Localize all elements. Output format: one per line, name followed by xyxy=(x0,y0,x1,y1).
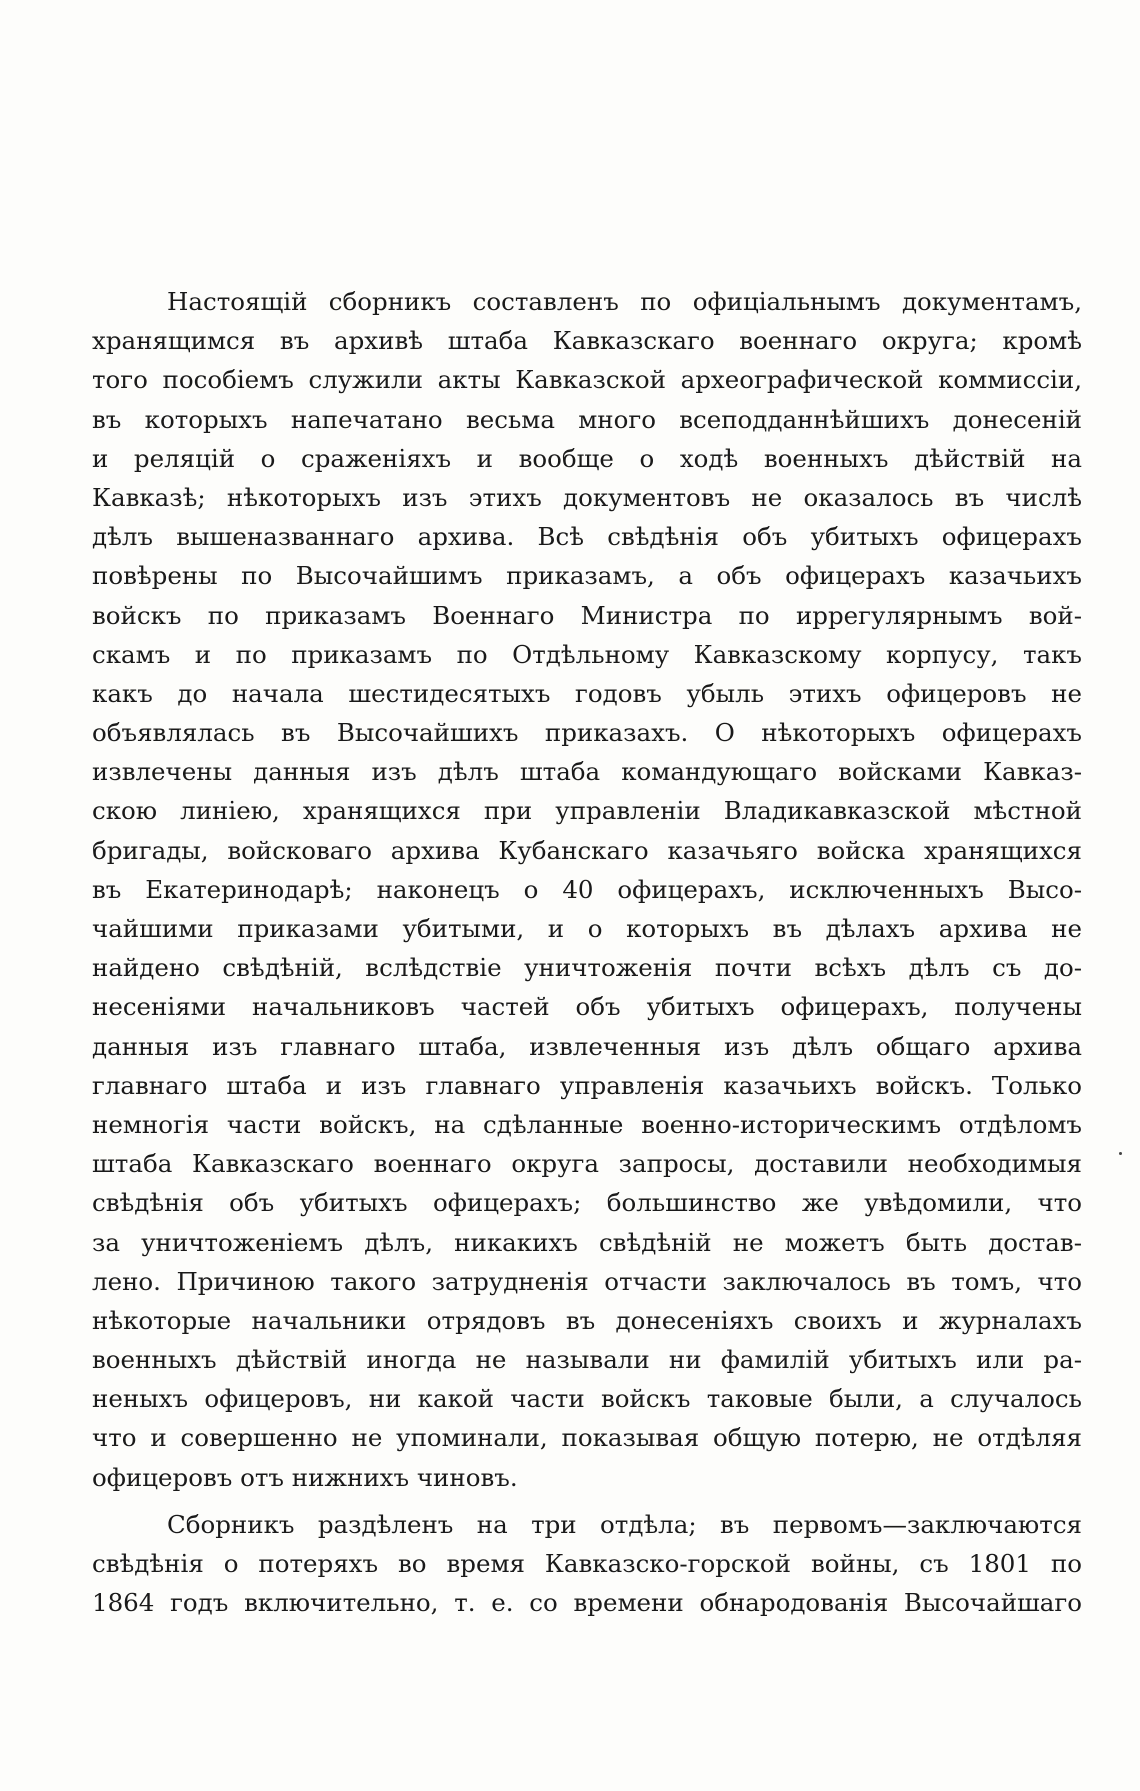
text-line: главнаго штаба и изъ главнаго управленія казачьихъ войскъ. Только xyxy=(92,1070,1082,1100)
text-line: въ Екатеринодарѣ; наконецъ о 40 офицерахъ, исключенныхъ Высо- xyxy=(92,874,1082,904)
text-line: свѣдѣнія о потеряхъ во время Кавказско-горской войны, съ 1801 по xyxy=(92,1549,1082,1578)
text-line: Сборникъ раздѣленъ на три отдѣла; въ первомъ—заключаются xyxy=(167,1509,1082,1539)
text-line: войскъ по приказамъ Военнаго Министра по иррегулярнымъ вой- xyxy=(92,600,1082,630)
text-line: несеніями начальниковъ частей объ убитыхъ офицерахъ, получены xyxy=(92,992,1082,1022)
text-line: хранящимся въ архивѣ штаба Кавказскаго военнаго округа; кромѣ xyxy=(92,326,1082,356)
text-line: въ которыхъ напечатано весьма много всеподданнѣйшихъ донесеній xyxy=(92,404,1082,434)
text-line: бригады, войсковаго архива Кубанскаго казачьяго войска хранящихся xyxy=(92,835,1082,865)
text-line: скамъ и по приказамъ по Отдѣльному Кавказскому корпусу, такъ xyxy=(92,639,1082,669)
text-line: найдено свѣдѣній, вслѣдствіе уничтоженія почти всѣхъ дѣлъ съ до- xyxy=(92,953,1082,983)
text-line: чайшими приказами убитыми, и о которыхъ въ дѣлахъ архива не xyxy=(92,914,1082,943)
text-line: военныхъ дѣйствій иногда не называли ни фамилій убитыхъ или ра- xyxy=(92,1345,1082,1375)
text-line: что и совершенно не упоминали, показывая общую потерю, не отдѣляя xyxy=(92,1423,1082,1453)
text-line: свѣдѣнія объ убитыхъ офицерахъ; большинство же увѣдомили, что xyxy=(92,1188,1082,1218)
main-text xyxy=(92,282,1082,1622)
text-line: Кавказѣ; нѣкоторыхъ изъ этихъ документовъ не оказалось въ числѣ xyxy=(92,482,1082,512)
text-line: за уничтоженіемъ дѣлъ, никакихъ свѣдѣній не можетъ быть достав- xyxy=(92,1227,1082,1257)
paragraph-1 xyxy=(92,282,1082,1497)
text-line: того пособіемъ служили акты Кавказской археографической коммиссіи, xyxy=(92,365,1082,395)
text-line: скою линіею, хранящихся при управленіи Владикавказской мѣстной xyxy=(92,796,1082,826)
text-line: офицеровъ отъ нижнихъ чиновъ. xyxy=(92,1462,518,1492)
text-line: повѣрены по Высочайшимъ приказамъ, а объ офицерахъ казачьихъ xyxy=(92,561,1082,591)
text-line: лено. Причиною такого затрудненія отчасти заключалось въ томъ, что xyxy=(92,1266,1082,1296)
text-line: нѣкоторые начальники отрядовъ въ донесеніяхъ своихъ и журналахъ xyxy=(92,1305,1082,1335)
text-line: извлечены данныя изъ дѣлъ штаба командующаго войсками Кавказ- xyxy=(92,757,1082,787)
text-line: дѣлъ вышеназваннаго архива. Всѣ свѣдѣнія объ убитыхъ офицерахъ xyxy=(92,522,1082,552)
text-line: объявлялась въ Высочайшихъ приказахъ. О нѣкоторыхъ офицерахъ xyxy=(92,718,1082,748)
text-line: штаба Кавказскаго военнаго округа запросы, доставили необходимыя xyxy=(92,1149,1082,1179)
text-line: неныхъ офицеровъ, ни какой части войскъ таковые были, а случалось xyxy=(92,1384,1082,1414)
paragraph-gap xyxy=(92,1497,1082,1505)
text-line: 1864 годъ включительно, т. е. со времени обнародованія Высочайшаго xyxy=(92,1588,1082,1618)
text-line: какъ до начала шестидесятыхъ годовъ убыль этихъ офицеровъ не xyxy=(92,678,1082,708)
paragraph-2 xyxy=(92,1505,1082,1623)
text-line: немногія части войскъ, на сдѣланные военно-историческимъ отдѣломъ xyxy=(92,1109,1082,1139)
text-line: и реляцій о сраженіяхъ и вообще о ходѣ военныхъ дѣйствій на xyxy=(92,443,1082,473)
text-line: данныя изъ главнаго штаба, извлеченныя изъ дѣлъ общаго архива xyxy=(92,1031,1082,1061)
text-line: Настоящій сборникъ составленъ по офиціальнымъ документамъ, xyxy=(167,287,1082,316)
scan-speck xyxy=(1119,1152,1122,1155)
